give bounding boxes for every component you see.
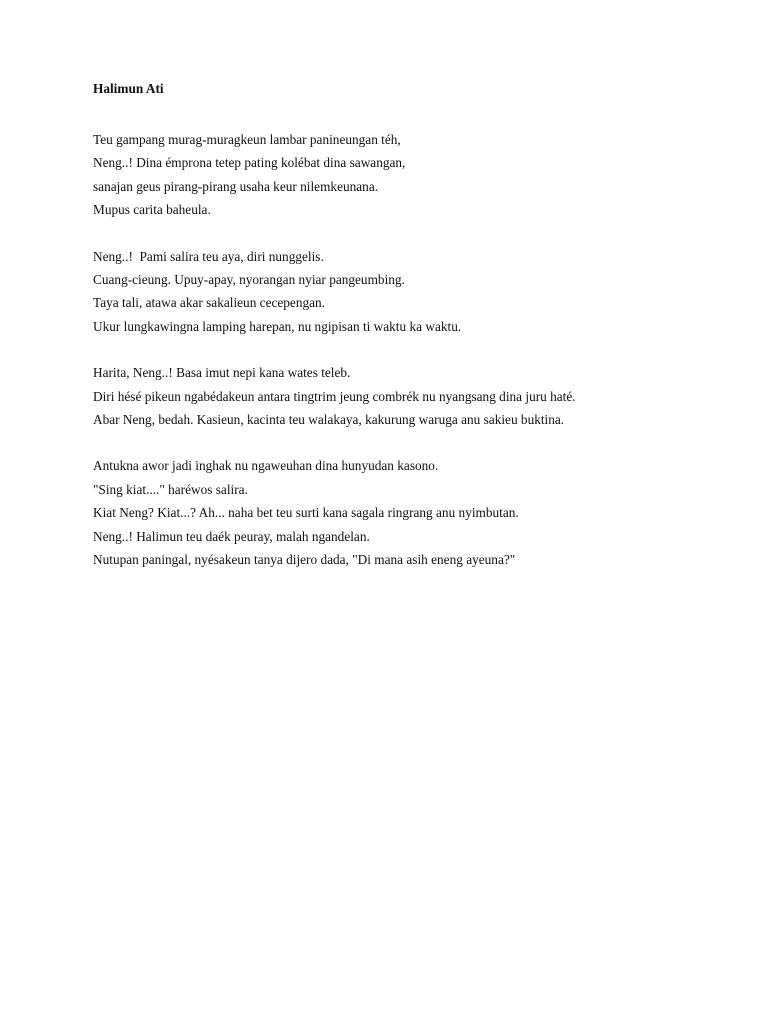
poem-line: Ukur lungkawingna lamping harepan, nu ngipisan ti waktu ka waktu. [93,318,462,334]
poem-line: Abar Neng, bedah. Kasieun, kacinta teu walakaya, kakurung waruga anu sakieu buktina. [93,412,565,428]
poem-line: Taya tali, atawa akar sakalieun cecepengan. [93,295,326,311]
stanza [93,245,733,339]
poem-line: Nutupan paningal, nyésakeun tanya dijero dada, "Di mana asih eneng ayeuna?" [93,552,516,568]
poem-body [93,80,733,595]
poem-line: sanajan geus pirang-pirang usaha keur nilemkeunana. [93,178,379,194]
stanza [93,128,733,222]
poem-line: Harita, Neng..! Basa imut nepi kana wates teleb. [93,365,351,381]
poem-line: Neng..! Halimun teu daék peuray, malah ngandelan. [93,528,370,544]
stanza [93,454,733,571]
poem-line: Cuang-cieung. Upuy-apay, nyorangan nyiar pangeumbing. [93,272,405,288]
poem-title: Halimun Ati [93,81,164,96]
poem-line: Diri hésé pikeun ngabédakeun antara tingtrim jeung combrék nu nyangsang dina juru haté. [93,388,576,404]
poem-line: Teu gampang murag-muragkeun lambar panineungan téh, [93,132,401,147]
poem-line: Kiat Neng? Kiat...? Ah... naha bet teu surti kana sagala ringrang anu nyimbutan. [93,505,519,521]
poem-line: Neng..! Pami salira teu aya, diri nunggelis. [93,248,324,264]
poem-line: "Sing kiat...." haréwos salira. [93,481,248,497]
poem-line: Mupus carita baheula. [93,202,211,218]
stanza [93,361,733,431]
poem-line: Neng..! Dina émprona tetep pating kolébat dina sawangan, [93,155,406,171]
poem-line: Antukna awor jadi inghak nu ngaweuhan dina hunyudan kasono. [93,458,439,474]
